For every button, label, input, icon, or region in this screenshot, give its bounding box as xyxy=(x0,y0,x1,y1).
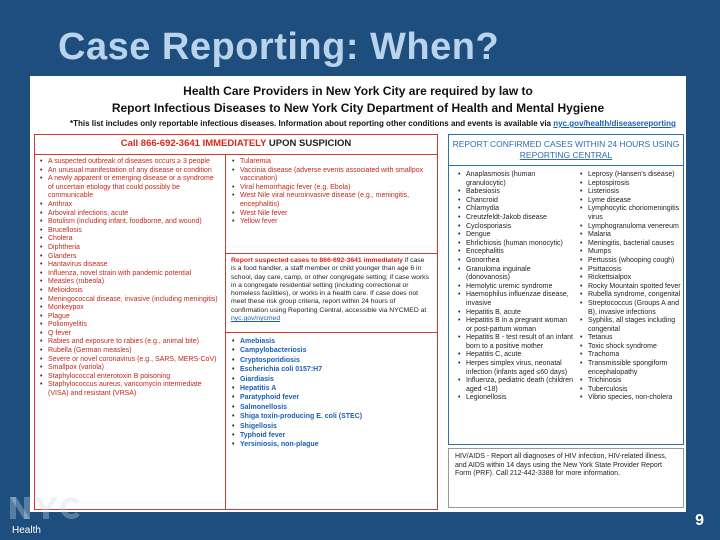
disease-item: • Trachoma xyxy=(579,351,683,360)
disease-item: • Chancroid xyxy=(457,197,575,206)
report-suspected-head: Report suspected cases to 866-692-3641 immediately xyxy=(231,257,403,264)
disease-item: • Vibrio species, non-cholera xyxy=(579,394,683,403)
disease-item: • Rubella (German measles) xyxy=(39,347,221,356)
disease-item: • Hepatitis B, acute xyxy=(457,309,575,318)
disease-item: • Mumps xyxy=(579,248,683,257)
disease-item: • Botulism (including infant, foodborne, and wound) xyxy=(39,218,221,227)
disease-item: • Toxic shock syndrome xyxy=(579,343,683,352)
hiv-aids-box: HIV/AIDS - Report all diagnoses of HIV infection, HIV-related illness, and AIDS within 14 days using the New York State Provider Report Form (PRF). Call 212-442-3388 for more information. xyxy=(448,448,684,508)
confirmed-disease-list-col2 xyxy=(579,171,683,403)
disease-item: • Escherichia coli 0157:H7 xyxy=(231,365,435,374)
disease-item: • Syphilis, all stages including congenital xyxy=(579,317,683,334)
disease-item: • West Nile fever xyxy=(231,210,435,219)
disease-item: • Transmissible spongiform encephalopathy xyxy=(579,360,683,377)
disease-item: • Salmonellosis xyxy=(231,403,435,412)
confirmed-title-line1: REPORT CONFIRMED CASES WITHIN 24 HOURS USING xyxy=(452,139,680,149)
disease-item: • Rubella syndrome, congenital xyxy=(579,291,683,300)
disease-item: • Cyclosporiasis xyxy=(457,223,575,232)
poster-note-text: *This list includes only reportable infectious diseases. Information about reporting other conditions and events is available via xyxy=(70,119,554,128)
disease-item: • Anthrax xyxy=(39,201,221,210)
disease-item: • Typhoid fever xyxy=(231,431,435,440)
disease-item: • Cryptosporidiosis xyxy=(231,356,435,365)
disease-item: • Babesiosis xyxy=(457,188,575,197)
disease-item: • Poliomyelitis xyxy=(39,321,221,330)
disease-item: • Glanders xyxy=(39,253,221,262)
immediate-report-box xyxy=(34,134,438,510)
disease-reporting-link[interactable]: nyc.gov/health/diseasereporting xyxy=(553,119,676,128)
disease-item: • Tuberculosis xyxy=(579,386,683,395)
disease-item: • Encephalitis xyxy=(457,248,575,257)
disease-item: • Pertussis (whooping cough) xyxy=(579,257,683,266)
enteric-disease-list xyxy=(231,337,435,450)
disease-item: • Influenza, novel strain with pandemic potential xyxy=(39,270,221,279)
disease-item: • Lymphocytic choriomeningitis virus xyxy=(579,205,683,222)
disease-item: • Creutzfeldt-Jakob disease xyxy=(457,214,575,223)
disease-item: • Monkeypox xyxy=(39,304,221,313)
disease-item: • West Nile viral neuroinvasive disease (e.g., meningitis, encephalitis) xyxy=(231,192,435,209)
disease-item: • Leprosy (Hansen's disease) xyxy=(579,171,683,180)
confirmed-disease-list-col1 xyxy=(457,171,575,403)
disease-item: • Legionellosis xyxy=(457,394,575,403)
slide-title: Case Reporting: When? xyxy=(58,26,500,68)
disease-item: • Plague xyxy=(39,313,221,322)
disease-item: • Influenza, pediatric death (children aged <18) xyxy=(457,377,575,394)
disease-item: • Granuloma inguinale (donovanosis) xyxy=(457,266,575,283)
disease-item: • Rickettsialpox xyxy=(579,274,683,283)
disease-item: • Ehrlichiosis (human monocytic) xyxy=(457,240,575,249)
disease-item: • A newly apparent or emerging disease or a syndrome of uncertain etiology that could possibly be communicable xyxy=(39,175,221,201)
disease-item: • Campylobacteriosis xyxy=(231,346,435,355)
disease-item: • Melioidosis xyxy=(39,287,221,296)
disease-item: • Arboviral infections, acute xyxy=(39,210,221,219)
immediate-disease-list-left xyxy=(39,158,221,399)
disease-item: • Herpes simplex virus, neonatal infection (infants aged ≤60 days) xyxy=(457,360,575,377)
disease-item: • Trichinosis xyxy=(579,377,683,386)
disease-item: • Hepatitis A xyxy=(231,384,435,393)
poster-header-line2: Report Infectious Diseases to New York City Department of Health and Mental Hygiene xyxy=(111,101,605,115)
immediate-call-text: Call 866-692-3641 IMMEDIATELY xyxy=(120,138,267,149)
disease-item: • Chlamydia xyxy=(457,205,575,214)
disease-item: • Yersiniosis, non-plague xyxy=(231,440,435,449)
disease-item: • Staphylococcus aureus, vancomycin intermediate (VISA) and resistant (VRSA) xyxy=(39,381,221,398)
red-divider xyxy=(35,154,437,155)
disease-item: • Tetanus xyxy=(579,334,683,343)
disease-item: • Shiga toxin-producing E. coli (STEC) xyxy=(231,412,435,421)
disease-item: • Dengue xyxy=(457,231,575,240)
disease-item: • Smallpox (variola) xyxy=(39,364,221,373)
disease-item: • Lyme disease xyxy=(579,197,683,206)
immediate-box-title xyxy=(35,138,437,149)
disease-item: • Vaccinia disease (adverse events associated with smallpox vaccination) xyxy=(231,167,435,184)
disease-item: • Giardiasis xyxy=(231,375,435,384)
disease-item: • Diphtheria xyxy=(39,244,221,253)
disease-item: • Hepatitis B - test result of an infant born to a positive mother xyxy=(457,334,575,351)
disease-item: • Hepatitis C, acute xyxy=(457,351,575,360)
confirmed-cases-box xyxy=(448,134,684,445)
disease-item: • Amebiasis xyxy=(231,337,435,346)
blue-divider xyxy=(449,165,683,166)
disease-item: • Hepatitis B in a pregnant woman or post-partum woman xyxy=(457,317,575,334)
disease-item: • An unusual manifestation of any disease or condition xyxy=(39,167,221,176)
disease-item: • Measles (rubeola) xyxy=(39,278,221,287)
immediate-disease-list-middle xyxy=(231,158,435,227)
disease-item: • Rabies and exposure to rabies (e.g., animal bite) xyxy=(39,338,221,347)
confirmed-box-title xyxy=(449,139,683,161)
disease-item: • Psittacosis xyxy=(579,266,683,275)
disease-item: • Brucellosis xyxy=(39,227,221,236)
upon-suspicion-text: UPON SUSPICION xyxy=(266,138,352,149)
disease-item: • Leptospirosis xyxy=(579,180,683,189)
disease-item: • Rocky Mountain spotted fever xyxy=(579,283,683,292)
report-suspected-body: if case is a food handler, a staff member or child younger than age 6 in school, day care, camp, or other congregate setting; if case works in a congregate residential setting (including correctional or homeless facilities), or works in a health care. If case does not meet these risk group criteria, report within 24 hours of confirmation using Reporting Central, accessible via NYCMED at xyxy=(231,257,429,314)
disease-item: • Severe or novel coronavirus (e.g., SARS, MERS-CoV) xyxy=(39,356,221,365)
page-number: 9 xyxy=(695,512,704,529)
disease-item: • Staphylococcal enterotoxin B poisoning xyxy=(39,373,221,382)
reporting-central-link[interactable]: REPORTING CENTRAL xyxy=(519,150,613,160)
disease-item: • Cholera xyxy=(39,235,221,244)
poster-note xyxy=(70,119,686,128)
disease-item: • Meningococcal disease, invasive (including meningitis) xyxy=(39,296,221,305)
nyc-health-logo xyxy=(8,495,88,535)
nycmed-link[interactable]: nyc.gov/nycmed xyxy=(231,315,281,323)
disease-item: • Hemolytic uremic syndrome xyxy=(457,283,575,292)
disease-item: • Paratyphoid fever xyxy=(231,393,435,402)
logo-health-text: Health xyxy=(12,525,41,536)
disease-item: • A suspected outbreak of diseases occurs ≥ 3 people xyxy=(39,158,221,167)
disease-item: • Gonorrhea xyxy=(457,257,575,266)
disease-item: • Q fever xyxy=(39,330,221,339)
disease-item: • Viral hemorrhagic fever (e.g. Ebola) xyxy=(231,184,435,193)
disease-item: • Listeriosis xyxy=(579,188,683,197)
disease-item: • Lymphogranuloma venereum xyxy=(579,223,683,232)
disease-item: • Streptococcus (Groups A and B), invasive infections xyxy=(579,300,683,317)
nyc-logo-icon xyxy=(10,495,82,521)
disease-item: • Tularemia xyxy=(231,158,435,167)
report-suspected-cases-box xyxy=(225,253,437,333)
poster-header-line1: Health Care Providers in New York City are required by law to xyxy=(183,84,533,98)
reporting-poster xyxy=(30,76,686,512)
disease-item: • Haemophilus influenzae disease, invasive xyxy=(457,291,575,308)
disease-item: • Shigellosis xyxy=(231,422,435,431)
disease-item: • Meningitis, bacterial causes xyxy=(579,240,683,249)
disease-item: • Yellow fever xyxy=(231,218,435,227)
disease-item: • Malaria xyxy=(579,231,683,240)
disease-item: • Anaplasmosis (human granulocytic) xyxy=(457,171,575,188)
disease-item: • Hantavirus disease xyxy=(39,261,221,270)
